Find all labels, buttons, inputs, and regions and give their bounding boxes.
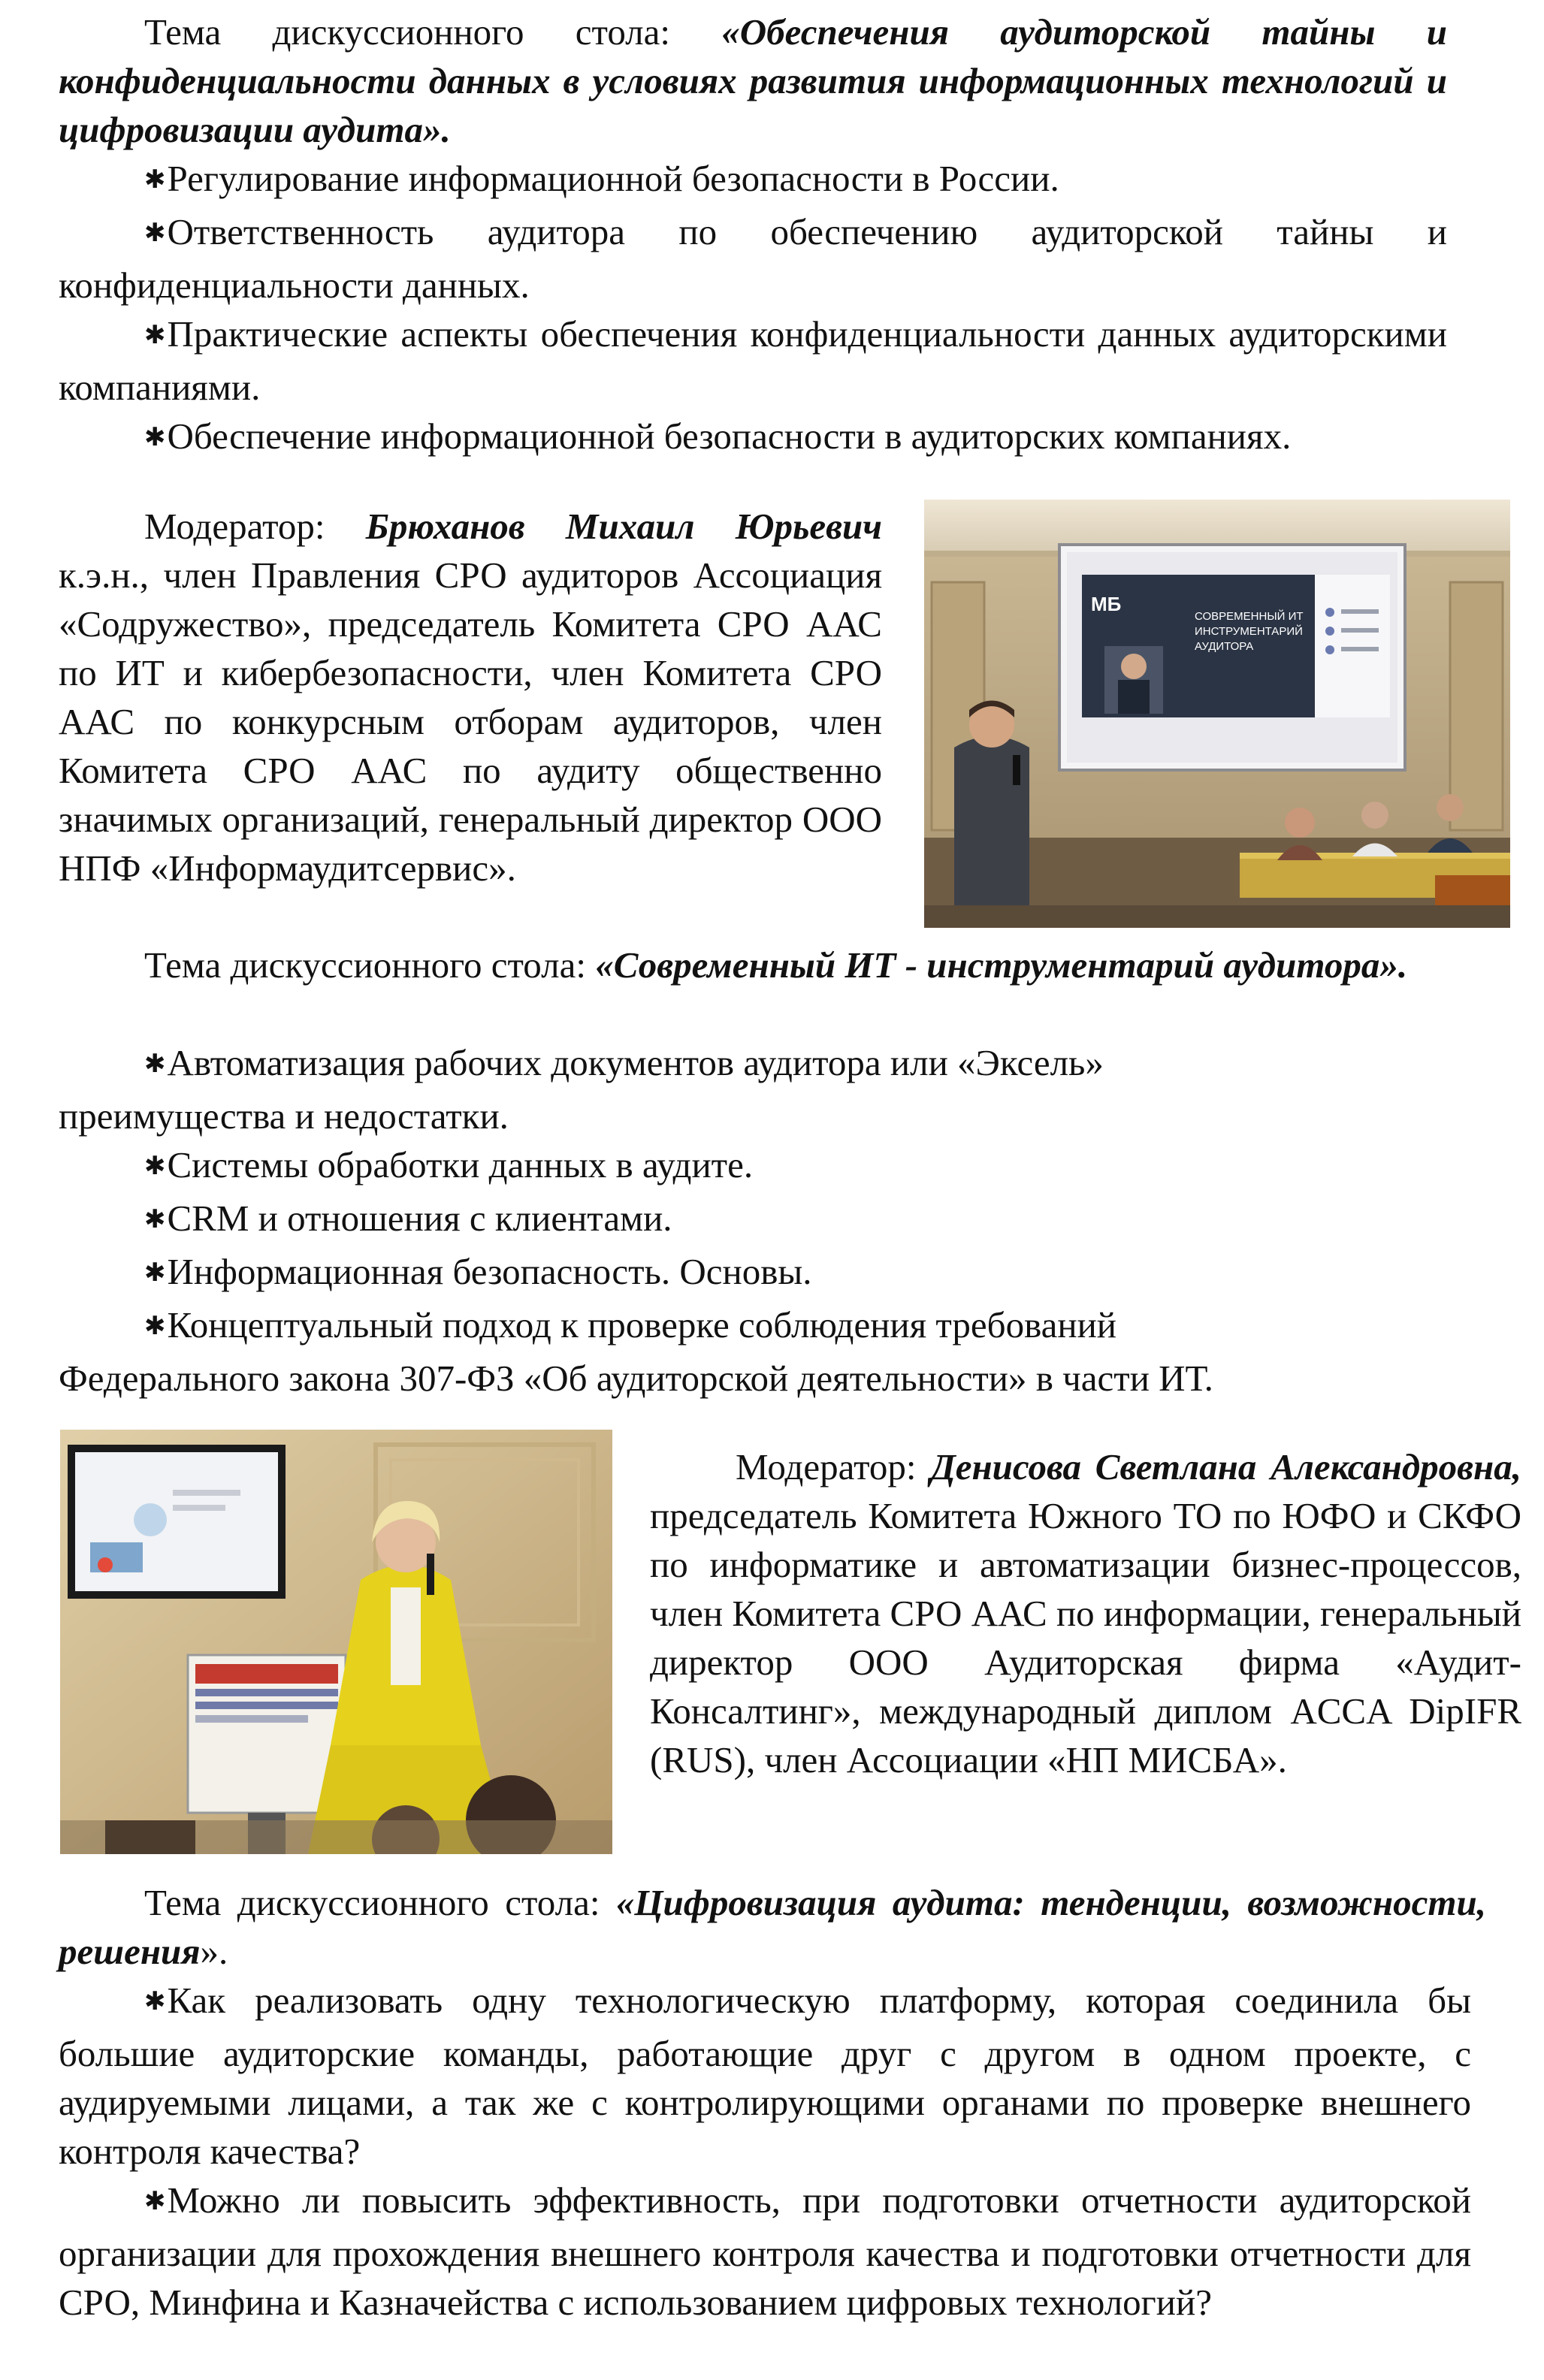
moderator-label: Модератор: bbox=[736, 1446, 931, 1488]
section-1-topic bbox=[59, 8, 1447, 154]
asterisk-icon: ✱ bbox=[144, 1151, 166, 1181]
asterisk-icon: ✱ bbox=[144, 2186, 166, 2216]
bullet bbox=[59, 1140, 1336, 1194]
moderator-paragraph bbox=[59, 502, 882, 892]
bullet-text: Информационная безопасность. Основы. bbox=[167, 1251, 812, 1292]
asterisk-icon: ✱ bbox=[144, 1258, 166, 1288]
bullet-text: Ответственность аудитора по обеспечению аудиторской тайны и конфиденциальности данных. bbox=[59, 211, 1447, 306]
bullet bbox=[59, 1194, 1336, 1247]
asterisk-icon: ✱ bbox=[144, 1311, 166, 1341]
asterisk-icon: ✱ bbox=[144, 1986, 166, 2016]
asterisk-icon: ✱ bbox=[144, 320, 166, 350]
section-2-topic bbox=[59, 941, 1486, 989]
topic-prefix: Тема дискуссионного стола: bbox=[144, 1882, 616, 1923]
moderator-name: Денисова Светлана Александровна, bbox=[930, 1446, 1521, 1488]
topic-title: «Обеспечения аудиторской тайны и конфиденциальности данных в условиях развития информационных технологий и цифровизации аудита». bbox=[59, 11, 1447, 150]
topic-prefix: Тема дискуссионного стола: bbox=[144, 944, 596, 986]
bullet-text: Обеспечение информационной безопасности в аудиторских компаниях. bbox=[167, 415, 1292, 457]
moderator-bio: к.э.н., член Правления СРО аудиторов Ассоциация «Содружество», председатель Комитета СРО ААС по ИТ и кибербезопасности, член Комитета СРО ААС по конкурсным отборам аудиторов, член Комитета СРО ААС по аудиту общественно значимых организаций, генеральный директор ООО НПФ «Информаудитсервис». bbox=[59, 554, 882, 889]
bullet-text: Практические аспекты обеспечения конфиденциальности данных аудиторскими компаниями. bbox=[59, 313, 1447, 408]
bullet-text: Системы обработки данных в аудите. bbox=[167, 1144, 754, 1185]
bullet-text: Можно ли повысить эффективность, при подготовки отчетности аудиторской организации для прохождения внешнего контроля качества и подготовки отчетности для СРО, Минфина и Казначейства с использованием цифровых технологий? bbox=[59, 2179, 1471, 2323]
section-1 bbox=[59, 8, 1447, 465]
section-3-body bbox=[59, 1878, 1486, 1976]
bullet bbox=[59, 1976, 1471, 2176]
topic-title: «Современный ИТ - инструментарий аудитора». bbox=[595, 944, 1408, 986]
slide-title-line-3: АУДИТОРА bbox=[1195, 640, 1254, 653]
bullet bbox=[59, 412, 1447, 465]
bullet-text: CRM и отношения с клиентами. bbox=[167, 1198, 672, 1239]
asterisk-icon: ✱ bbox=[144, 1049, 166, 1079]
bullet-text: Регулирование информационной безопасности в России. bbox=[167, 158, 1059, 199]
moderator-name: Брюханов Михаил Юрьевич bbox=[365, 506, 882, 547]
bullet bbox=[59, 2176, 1471, 2327]
bullet bbox=[59, 1300, 1336, 1403]
bullet bbox=[59, 207, 1447, 310]
section-3-bullets bbox=[59, 1976, 1471, 2327]
moderator-label: Модератор: bbox=[144, 506, 366, 547]
slide-logo: МБ bbox=[1091, 593, 1122, 615]
section-3-moderator bbox=[650, 1442, 1521, 1784]
asterisk-icon: ✱ bbox=[144, 1204, 166, 1234]
conference-photo-speaker bbox=[924, 500, 1510, 928]
bullet bbox=[59, 310, 1447, 412]
slide-title-line-1: СОВРЕМЕННЫЙ ИТ bbox=[1195, 610, 1304, 623]
bullet-text: Концептуальный подход к проверке соблюдения требований Федерального закона 307-ФЗ «Об аудиторской деятельности» в части ИТ. bbox=[59, 1304, 1213, 1399]
section-2-topic-paragraph bbox=[59, 941, 1486, 989]
bullet-text: Как реализовать одну технологическую платформу, которая соединила бы большие аудиторские команды, работающие друг с другом в одном проекте, с аудируемыми лицами, а так же с контролирующими органами по проверке внешнего контроля качества? bbox=[59, 1980, 1471, 2172]
bullet bbox=[59, 154, 1447, 207]
bullet bbox=[59, 1038, 1336, 1140]
topic-title: «Цифровизация аудита: тенденции, возможности, решения bbox=[59, 1882, 1486, 1972]
bullet-text: Автоматизация рабочих документов аудитора или «Эксель» преимущества и недостатки. bbox=[59, 1042, 1104, 1137]
slide-title-line-2: ИНСТРУМЕНТАРИЙ bbox=[1195, 625, 1303, 638]
section-2-moderator bbox=[59, 502, 882, 892]
moderator-paragraph bbox=[650, 1442, 1521, 1784]
section-3-topic-paragraph bbox=[59, 1878, 1486, 1976]
topic-prefix: Тема дискуссионного стола: bbox=[144, 11, 722, 53]
moderator-bio: председатель Комитета Южного ТО по ЮФО и СКФО по информатике и автоматизации бизнес-процессов, член Комитета СРО ААС по информации, генеральный директор ООО Аудиторская фирма «Аудит-Консалтинг», международный диплом ACCA DipIFR (RUS), член Ассоциации «НП МИСБА». bbox=[650, 1495, 1521, 1780]
conference-photo-moderator bbox=[60, 1430, 612, 1854]
bullet bbox=[59, 1247, 1336, 1300]
asterisk-icon: ✱ bbox=[144, 165, 166, 195]
asterisk-icon: ✱ bbox=[144, 422, 166, 452]
topic-suffix: ». bbox=[200, 1931, 228, 1972]
asterisk-icon: ✱ bbox=[144, 218, 166, 248]
section-2-bullets bbox=[59, 1038, 1336, 1403]
